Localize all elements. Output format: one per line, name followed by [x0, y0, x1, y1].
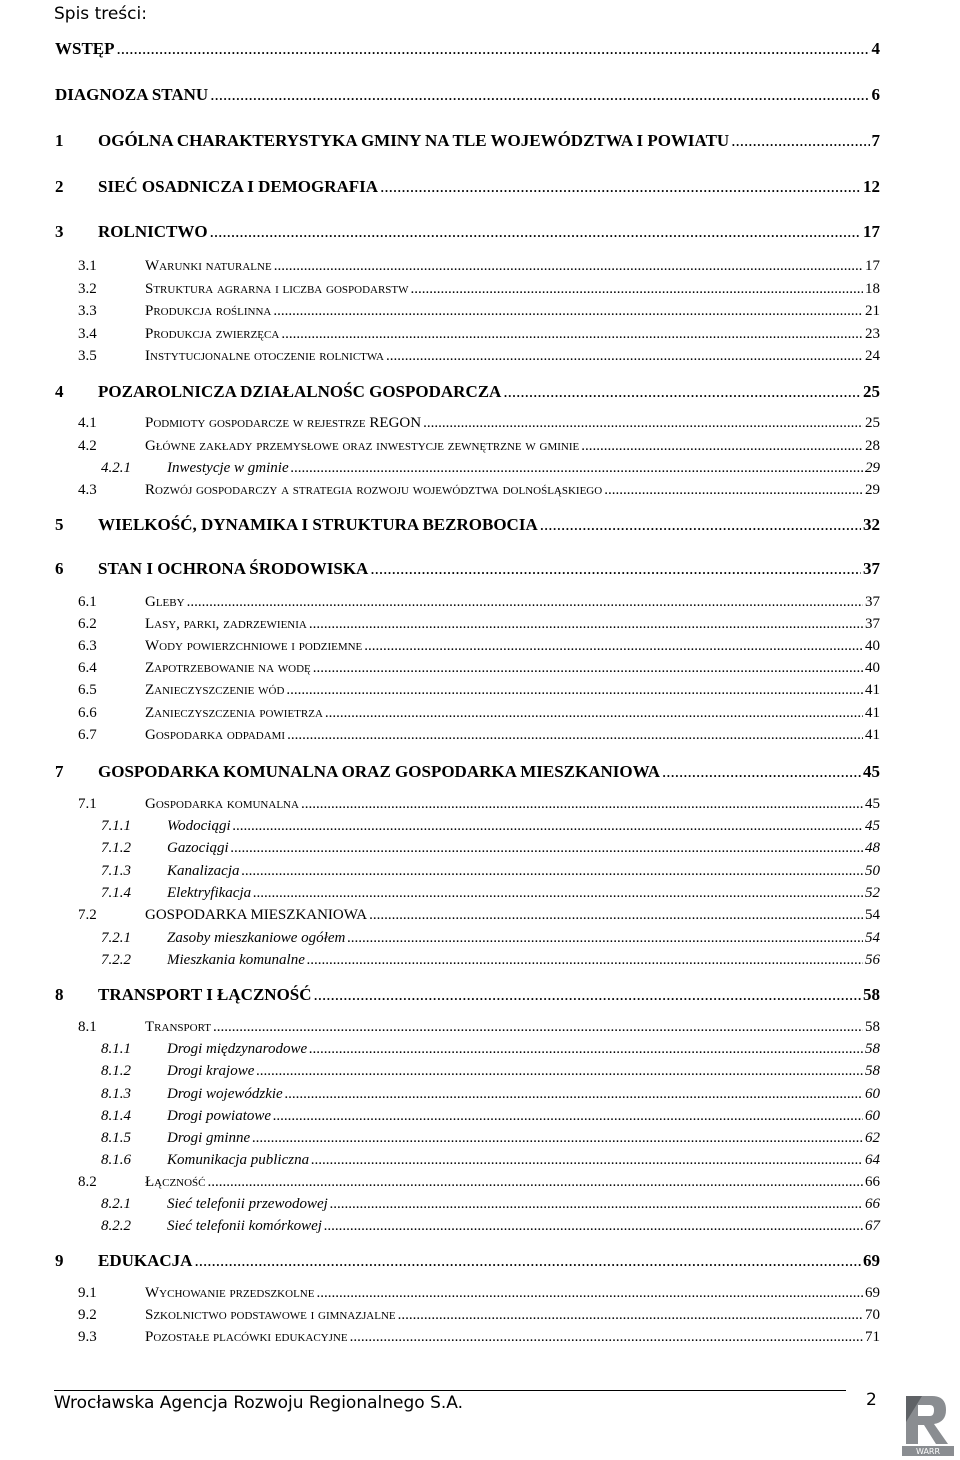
warr-logo	[902, 1392, 954, 1456]
toc-entry-page: 32	[863, 515, 880, 534]
toc-entry-body	[145, 638, 880, 655]
toc-entry-body	[145, 616, 880, 633]
toc-entry-body	[167, 1063, 880, 1080]
toc-entry-title: POZAROLNICZA DZIAŁALNOŚC GOSPODARCZA	[98, 382, 502, 401]
toc-entry-page: 58	[865, 1019, 880, 1035]
toc-entry-page: 60	[865, 1086, 880, 1102]
toc-entry[interactable]	[0, 177, 960, 199]
toc-entry-title: EDUKACJA	[98, 1251, 193, 1270]
toc-entry[interactable]	[0, 1041, 960, 1063]
toc-entry-body	[55, 39, 880, 59]
toc-entry-page: 54	[865, 930, 880, 946]
toc-entry-body	[167, 952, 880, 969]
toc-entry-page: 18	[865, 281, 880, 297]
toc-leader-dots	[242, 863, 863, 880]
toc-entry-number: 7.1.4	[101, 885, 131, 901]
toc-leader-dots	[285, 1086, 863, 1103]
toc-entry[interactable]	[0, 1130, 960, 1152]
toc-entry-number: 2	[55, 177, 64, 196]
toc-entry-title: OGÓLNA CHARAKTERYSTYKA GMINY NA TLE WOJEWÓDZTWA I POWIATU	[98, 131, 730, 150]
toc-leader-dots	[347, 930, 863, 947]
toc-entry-body	[167, 863, 880, 880]
toc-entry-title: Podmioty gospodarcze w rejestrze REGON	[145, 415, 422, 431]
toc-entry[interactable]	[0, 840, 960, 862]
toc-entry-number: 8	[55, 985, 64, 1004]
toc-entry-title: Główne zakłady przemysłowe oraz inwestycje zewnętrzne w gminie	[145, 438, 580, 454]
toc-entry-title: Komunikacja publiczna	[167, 1152, 310, 1168]
toc-entry-page: 29	[865, 482, 880, 498]
toc-entry-number: 3.3	[78, 303, 97, 319]
toc-entry-page: 17	[865, 258, 880, 274]
toc-entry-body	[145, 682, 880, 699]
toc-entry[interactable]	[0, 638, 960, 660]
toc-leader-dots	[287, 727, 863, 744]
toc-entry-number: 8.1.1	[101, 1041, 131, 1057]
toc-entry[interactable]	[0, 460, 960, 482]
toc-leader-dots	[307, 952, 863, 969]
toc-leader-dots	[233, 818, 863, 835]
toc-entry-title: Łączność	[145, 1174, 206, 1190]
toc-leader-dots	[313, 660, 863, 677]
toc-entry-title: WIELKOŚĆ, DYNAMIKA I STRUKTURA BEZROBOCIA	[98, 515, 538, 534]
toc-entry-title: Szkolnictwo podstawowe i gimnazjalne	[145, 1307, 396, 1323]
toc-entry-number: 6.6	[78, 705, 97, 721]
toc-entry-page: 37	[865, 616, 880, 632]
toc-entry[interactable]	[0, 660, 960, 682]
toc-entry-body	[167, 1041, 880, 1058]
toc-entry-body	[167, 930, 880, 947]
toc-entry[interactable]	[0, 762, 960, 784]
toc-entry[interactable]	[0, 39, 960, 61]
toc-entry-body	[55, 85, 880, 105]
toc-entry-title: Gleby	[145, 594, 185, 610]
toc-entry-number: 8.2.2	[101, 1218, 131, 1234]
toc-entry-number: 8.1	[78, 1019, 97, 1035]
toc-entry[interactable]	[0, 1218, 960, 1240]
toc-entry-number: 9.2	[78, 1307, 97, 1323]
toc-entry-number: 3.4	[78, 326, 97, 342]
toc-entry-body	[145, 907, 880, 924]
toc-entry-number: 6.4	[78, 660, 97, 676]
toc-entry-body	[145, 727, 880, 744]
footer-divider	[54, 1390, 846, 1391]
toc-entry-body	[167, 885, 880, 902]
toc-leader-dots	[324, 1218, 863, 1235]
toc-entry-number: 6.3	[78, 638, 97, 654]
toc-entry-title: Instytucjonalne otoczenie rolnictwa	[145, 348, 384, 364]
toc-entry-number: 3.5	[78, 348, 97, 364]
toc-entry-title: Drogi powiatowe	[167, 1108, 272, 1124]
toc-entry-number: 8.1.3	[101, 1086, 131, 1102]
toc-leader-dots	[325, 705, 863, 722]
toc-entry[interactable]	[0, 1152, 960, 1174]
toc-entry-body	[167, 818, 880, 835]
toc-entry[interactable]	[0, 415, 960, 437]
toc-entry-number: 7.2	[78, 907, 97, 923]
toc-entry-number: 7	[55, 762, 64, 781]
toc-entry-number: 4.2	[78, 438, 97, 454]
toc-entry-body	[98, 1251, 880, 1271]
toc-entry-page: 58	[865, 1063, 880, 1079]
toc-entry-body	[98, 131, 880, 151]
toc-entry[interactable]	[0, 348, 960, 370]
toc-entry-title: Zapotrzebowanie na wodę	[145, 660, 311, 676]
toc-entry-title: TRANSPORT I ŁĄCZNOŚĆ	[98, 985, 312, 1004]
toc-entry[interactable]	[0, 985, 960, 1007]
toc-entry-page: 60	[865, 1108, 880, 1124]
toc-entry-page: 40	[865, 638, 880, 654]
toc-leader-dots	[581, 438, 863, 455]
toc-entry-number: 8.1.2	[101, 1063, 131, 1079]
toc-entry-body	[145, 1307, 880, 1324]
toc-entry-page: 71	[865, 1329, 880, 1345]
toc-leader-dots	[411, 281, 863, 298]
toc-leader-dots	[604, 482, 863, 499]
toc-entry-page: 29	[865, 460, 880, 476]
toc-entry-body	[167, 1130, 880, 1147]
toc-leader-dots	[210, 222, 861, 242]
toc-entry[interactable]	[0, 1285, 960, 1307]
toc-entry-title: Inwestycje w gminie	[167, 460, 289, 476]
toc-entry[interactable]	[0, 616, 960, 638]
toc-entry-title: Produkcja roślinna	[145, 303, 272, 319]
toc-entry-number: 3.2	[78, 281, 97, 297]
toc-leader-dots	[286, 682, 863, 699]
toc-entry-page: 21	[865, 303, 880, 319]
toc-leader-dots	[314, 985, 861, 1005]
toc-entry[interactable]	[0, 1196, 960, 1218]
toc-leader-dots	[208, 1174, 863, 1191]
toc-entry-body	[167, 1152, 880, 1169]
toc-entry-number: 3	[55, 222, 64, 241]
toc-entry-body	[167, 460, 880, 477]
toc-entry-title: Produkcja zwierzęca	[145, 326, 280, 342]
toc-entry-number: 9	[55, 1251, 64, 1270]
toc-leader-dots	[386, 348, 863, 365]
toc-leader-dots	[281, 326, 863, 343]
toc-entry[interactable]	[0, 1329, 960, 1351]
toc-entry-title: Elektryfikacja	[167, 885, 252, 901]
toc-entry-title: Rozwój gospodarczy a strategia rozwoju województwa dolnośląskiego	[145, 482, 603, 498]
toc-entry-number: 7.2.2	[101, 952, 131, 968]
toc-entry[interactable]	[0, 1063, 960, 1085]
toc-leader-dots	[316, 1285, 863, 1302]
logo-text: WARR	[915, 1447, 941, 1456]
toc-entry-title: Gospodarka odpadami	[145, 727, 286, 743]
toc-entry-page: 70	[865, 1307, 880, 1323]
toc-leader-dots	[213, 1019, 863, 1036]
toc-entry-body	[145, 281, 880, 298]
toc-entry-page: 37	[865, 594, 880, 610]
toc-entry-body	[145, 258, 880, 275]
toc-entry-page: 41	[865, 705, 880, 721]
toc-entry-body	[145, 796, 880, 813]
toc-entry-page: 25	[865, 415, 880, 431]
toc-entry-body	[98, 559, 880, 579]
toc-entry-body	[98, 985, 880, 1005]
toc-leader-dots	[330, 1196, 863, 1213]
toc-entry-number: 4.1	[78, 415, 97, 431]
toc-entry[interactable]	[0, 952, 960, 974]
toc-entry-page: 54	[865, 907, 880, 923]
toc-entry-page: 48	[865, 840, 880, 856]
toc-entry-title: Zanieczyszczenie wód	[145, 682, 285, 698]
toc-entry[interactable]	[0, 1307, 960, 1329]
toc-entry-title: Wychowanie przedszkolne	[145, 1285, 315, 1301]
toc-entry[interactable]	[0, 818, 960, 840]
toc-entry-page: 45	[865, 818, 880, 834]
toc-entry-number: 7.1.2	[101, 840, 131, 856]
toc-leader-dots	[274, 258, 863, 275]
toc-entry-number: 4.2.1	[101, 460, 131, 476]
toc-entry-body	[145, 326, 880, 343]
toc-entry[interactable]	[0, 258, 960, 280]
footer-organization: Wrocławska Agencja Rozwoju Regionalnego S.A.	[54, 1393, 464, 1413]
toc-entry[interactable]	[0, 930, 960, 952]
toc-entry-page: 56	[865, 952, 880, 968]
toc-entry-number: 4.3	[78, 482, 97, 498]
toc-entry-page: 28	[865, 438, 880, 454]
toc-entry[interactable]	[0, 438, 960, 460]
toc-entry-body	[145, 594, 880, 611]
toc-leader-dots	[540, 515, 861, 535]
toc-leader-dots	[380, 177, 861, 197]
toc-entry[interactable]	[0, 682, 960, 704]
toc-entry[interactable]	[0, 131, 960, 153]
toc-entry[interactable]	[0, 303, 960, 325]
toc-leader-dots	[311, 1152, 863, 1169]
toc-leader-dots	[210, 85, 869, 105]
toc-entry-number: 6.2	[78, 616, 97, 632]
toc-entry-title: Transport	[145, 1019, 211, 1035]
toc-entry-body	[98, 515, 880, 535]
toc-leader-dots	[273, 303, 863, 320]
toc-entry-title: Zanieczyszczenia powietrza	[145, 705, 323, 721]
toc-entry[interactable]	[0, 796, 960, 818]
toc-entry-page: 37	[863, 559, 880, 578]
toc-entry-page: 45	[863, 762, 880, 781]
toc-entry-number: 7.1.3	[101, 863, 131, 879]
toc-leader-dots	[117, 39, 870, 59]
toc-entry-body	[145, 438, 880, 455]
toc-entry[interactable]	[0, 1019, 960, 1041]
toc-entry-body	[145, 303, 880, 320]
toc-entry-title: Sieć telefonii przewodowej	[167, 1196, 328, 1212]
toc-entry-body	[98, 222, 880, 242]
toc-entry-title: Warunki naturalne	[145, 258, 272, 274]
toc-entry-page: 7	[871, 131, 880, 150]
toc-entry-title: DIAGNOZA STANU	[55, 85, 209, 104]
toc-entry-page: 58	[863, 985, 880, 1004]
toc-entry-title: Sieć telefonii komórkowej	[167, 1218, 322, 1234]
toc-entry-number: 8.1.4	[101, 1108, 131, 1124]
toc-entry-number: 6.7	[78, 727, 97, 743]
toc-entry-number: 4	[55, 382, 64, 401]
toc-entry-body	[145, 415, 880, 432]
page-title: Spis treści:	[54, 4, 147, 24]
toc-entry-body	[145, 660, 880, 677]
toc-entry[interactable]	[0, 727, 960, 749]
toc-entry-page: 24	[865, 348, 880, 364]
toc-entry-number: 6	[55, 559, 64, 578]
toc-entry-page: 64	[865, 1152, 880, 1168]
toc-entry-body	[167, 840, 880, 857]
toc-entry-number: 8.1.6	[101, 1152, 131, 1168]
toc-entry-number: 8.1.5	[101, 1130, 131, 1146]
toc-entry-page: 66	[865, 1174, 880, 1190]
toc-entry-page: 62	[865, 1130, 880, 1146]
toc-entry-title: Mieszkania komunalne	[167, 952, 305, 968]
toc-entry-number: 1	[55, 131, 64, 150]
toc-entry[interactable]	[0, 326, 960, 348]
toc-entry-number: 8.2	[78, 1174, 97, 1190]
toc-entry-number: 7.1.1	[101, 818, 131, 834]
toc-leader-dots	[273, 1108, 863, 1125]
toc-entry-page: 41	[865, 727, 880, 743]
toc-entry-title: Drogi gminne	[167, 1130, 251, 1146]
toc-entry-title: Drogi międzynarodowe	[167, 1041, 308, 1057]
toc-entry-page: 69	[863, 1251, 880, 1270]
toc-entry-page: 25	[863, 382, 880, 401]
toc-entry-number: 7.1	[78, 796, 97, 812]
toc-entry-body	[167, 1218, 880, 1235]
toc-leader-dots	[309, 1041, 863, 1058]
toc-entry[interactable]	[0, 559, 960, 581]
footer-page-number: 2	[866, 1390, 877, 1410]
toc-leader-dots	[423, 415, 863, 432]
toc-entry-number: 5	[55, 515, 64, 534]
toc-leader-dots	[369, 907, 863, 924]
toc-leader-dots	[253, 885, 863, 902]
toc-leader-dots	[370, 559, 861, 579]
toc-entry-number: 6.5	[78, 682, 97, 698]
toc-leader-dots	[256, 1063, 863, 1080]
toc-leader-dots	[309, 616, 863, 633]
toc-entry-number: 3.1	[78, 258, 97, 274]
toc-entry-body	[145, 482, 880, 499]
toc-entry-title: Drogi wojewódzkie	[167, 1086, 283, 1102]
toc-leader-dots	[187, 594, 863, 611]
toc-entry-title: GOSPODARKA MIESZKANIOWA	[145, 907, 368, 923]
toc-entry-page: 6	[871, 85, 880, 104]
toc-entry-title: Lasy, parki, zadrzewienia	[145, 616, 307, 632]
toc-entry-body	[145, 1174, 880, 1191]
toc-entry-page: 41	[865, 682, 880, 698]
toc-entry-title: Wodociągi	[167, 818, 231, 834]
toc-entry-number: 8.2.1	[101, 1196, 131, 1212]
toc-leader-dots	[398, 1307, 863, 1324]
toc-entry-page: 66	[865, 1196, 880, 1212]
toc-entry[interactable]	[0, 281, 960, 303]
toc-leader-dots	[350, 1329, 863, 1346]
toc-entry-page: 67	[865, 1218, 880, 1234]
toc-entry-body	[98, 762, 880, 782]
toc-entry-page: 23	[865, 326, 880, 342]
toc-entry[interactable]	[0, 1251, 960, 1273]
toc-entry-page: 12	[863, 177, 880, 196]
toc-entry[interactable]	[0, 1174, 960, 1196]
toc-entry-number: 6.1	[78, 594, 97, 610]
toc-entry-title: Zasoby mieszkaniowe ogółem	[167, 930, 346, 946]
toc-entry-title: STAN I OCHRONA ŚRODOWISKA	[98, 559, 369, 578]
toc-entry-title: Kanalizacja	[167, 863, 240, 879]
toc-entry-body	[145, 1285, 880, 1302]
toc-entry-body	[145, 1329, 880, 1346]
toc-leader-dots	[231, 840, 863, 857]
toc-entry-body	[167, 1108, 880, 1125]
toc-leader-dots	[503, 382, 861, 402]
toc-entry[interactable]	[0, 863, 960, 885]
toc-entry-page: 58	[865, 1041, 880, 1057]
toc-entry-number: 9.3	[78, 1329, 97, 1345]
toc-entry-page: 4	[871, 39, 880, 58]
toc-leader-dots	[194, 1251, 861, 1271]
toc-entry-page: 69	[865, 1285, 880, 1301]
toc-leader-dots	[291, 460, 863, 477]
toc-entry-title: Drogi krajowe	[167, 1063, 255, 1079]
toc-entry-title: WSTĘP	[55, 39, 115, 58]
toc-entry[interactable]	[0, 85, 960, 107]
toc-leader-dots	[301, 796, 863, 813]
toc-entry-page: 45	[865, 796, 880, 812]
toc-entry-title: Pozostałe placówki edukacyjne	[145, 1329, 348, 1345]
toc-entry-number: 9.1	[78, 1285, 97, 1301]
toc-leader-dots	[731, 131, 869, 151]
toc-entry-title: Gazociągi	[167, 840, 229, 856]
toc-entry[interactable]	[0, 594, 960, 616]
toc-entry[interactable]	[0, 1086, 960, 1108]
toc-entry-title: Wody powierzchniowe i podziemne	[145, 638, 363, 654]
toc-entry-page: 52	[865, 885, 880, 901]
toc-entry-number: 7.2.1	[101, 930, 131, 946]
toc-entry[interactable]	[0, 705, 960, 727]
toc-leader-dots	[662, 762, 861, 782]
toc-entry[interactable]	[0, 382, 960, 404]
toc-entry[interactable]	[0, 1108, 960, 1130]
toc-entry-title: Gospodarka komunalna	[145, 796, 299, 812]
toc-entry-title: ROLNICTWO	[98, 222, 208, 241]
toc-entry[interactable]	[0, 222, 960, 244]
toc-entry-page: 17	[863, 222, 880, 241]
toc-entry[interactable]	[0, 482, 960, 504]
toc-leader-dots	[364, 638, 863, 655]
toc-entry-title: GOSPODARKA KOMUNALNA ORAZ GOSPODARKA MIESZKANIOWA	[98, 762, 660, 781]
toc-entry-body	[98, 177, 880, 197]
toc-entry[interactable]	[0, 907, 960, 929]
toc-entry-body	[145, 348, 880, 365]
toc-entry-page: 40	[865, 660, 880, 676]
toc-entry[interactable]	[0, 885, 960, 907]
toc-entry-title: SIEĆ OSADNICZA I DEMOGRAFIA	[98, 177, 379, 196]
toc-entry[interactable]	[0, 515, 960, 537]
toc-entry-body	[167, 1196, 880, 1213]
toc-leader-dots	[252, 1130, 863, 1147]
toc-entry-title: Struktura agrarna i liczba gospodarstw	[145, 281, 409, 297]
toc-entry-body	[98, 382, 880, 402]
toc-entry-page: 50	[865, 863, 880, 879]
toc-entry-body	[145, 705, 880, 722]
toc-entry-body	[167, 1086, 880, 1103]
toc-entry-body	[145, 1019, 880, 1036]
